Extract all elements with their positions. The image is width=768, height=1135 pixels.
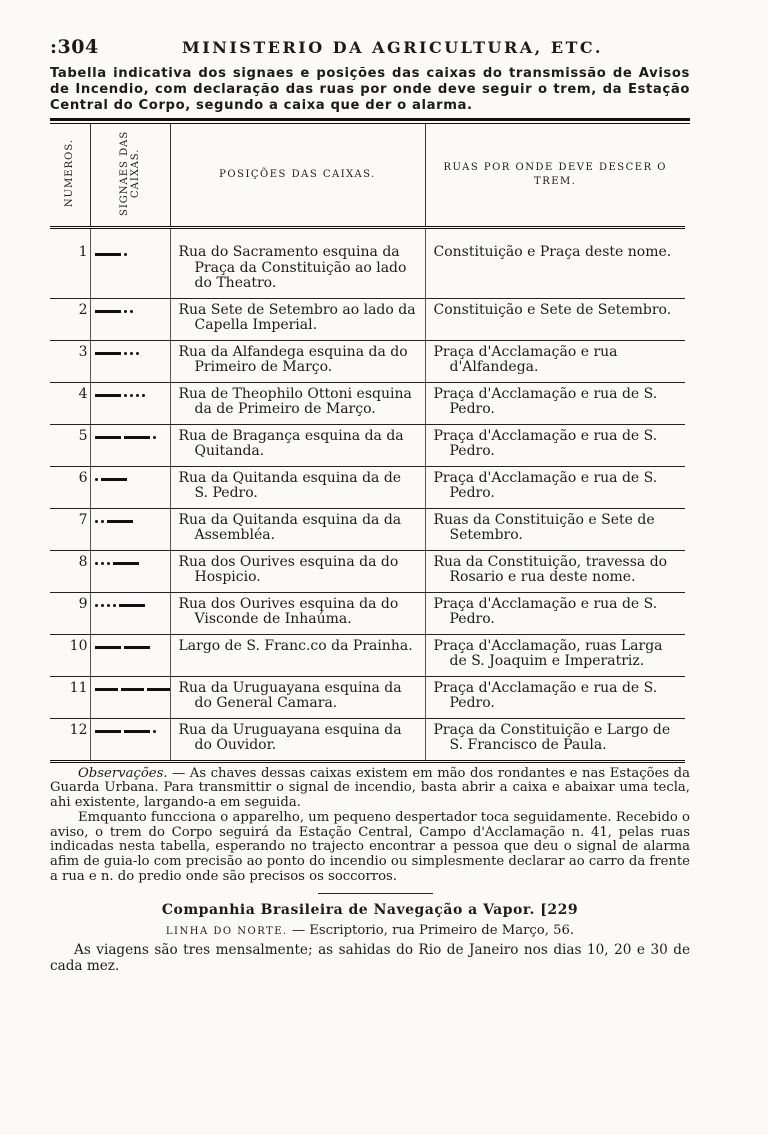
signal-pattern xyxy=(95,687,170,693)
route-text: Praça d'Acclamação e rua d'Alfandega. xyxy=(433,343,618,375)
position-text: Largo de S. Franc.co da Prainha. xyxy=(178,637,413,654)
row-route xyxy=(425,718,685,761)
signal-pattern xyxy=(95,645,170,651)
position-text: Rua do Sacramento esquina da Praça da Constituição ao lado do Theatro. xyxy=(178,244,407,291)
signal-pattern xyxy=(95,435,170,441)
signal-pattern xyxy=(95,477,170,483)
row-route xyxy=(425,340,685,382)
row-number: 5 xyxy=(50,424,90,466)
running-title: MINISTERIO DA AGRICULTURA, ETC. xyxy=(182,38,603,57)
table-header-row xyxy=(50,124,685,228)
row-position xyxy=(170,382,425,424)
position-text: Rua de Theophilo Ottoni esquina da de Primeiro de Março. xyxy=(178,385,412,417)
row-position xyxy=(170,298,425,340)
signal-dash xyxy=(119,604,145,607)
row-number: 9 xyxy=(50,592,90,634)
signal-dash xyxy=(107,520,133,523)
signal-dash xyxy=(101,478,127,481)
route-text: Praça d'Acclamação e rua de S. Pedro. xyxy=(433,385,658,417)
table-row xyxy=(50,466,685,508)
table-row xyxy=(50,228,685,299)
route-text: Rua da Constituição, travessa do Rosario e rua deste nome. xyxy=(433,553,668,585)
row-signal xyxy=(90,466,170,508)
row-number: 3 xyxy=(50,340,90,382)
position-text: Rua da Alfandega esquina da do Primeiro de Março. xyxy=(178,343,408,375)
row-route xyxy=(425,676,685,718)
row-position xyxy=(170,592,425,634)
table-row xyxy=(50,508,685,550)
row-signal xyxy=(90,718,170,761)
header-posicoes-label: POSIÇÕES DAS CAIXAS. xyxy=(219,169,376,180)
row-number: 6 xyxy=(50,466,90,508)
signal-dot xyxy=(95,562,98,565)
route-text: Praça d'Acclamação e rua de S. Pedro. xyxy=(433,595,658,627)
route-text: Praça d'Acclamação e rua de S. Pedro. xyxy=(433,469,658,501)
position-text: Rua da Quitanda esquina da de S. Pedro. xyxy=(178,469,402,501)
signal-dot xyxy=(113,604,116,607)
signal-dot xyxy=(130,310,133,313)
table-row xyxy=(50,382,685,424)
row-signal xyxy=(90,676,170,718)
signal-dot xyxy=(95,520,98,523)
route-text: Constituição e Sete de Setembro. xyxy=(433,301,672,318)
signal-dot xyxy=(107,562,110,565)
row-position xyxy=(170,634,425,676)
signal-dash xyxy=(95,310,121,313)
row-number: 12 xyxy=(50,718,90,761)
row-position xyxy=(170,718,425,761)
table-body xyxy=(50,228,685,762)
signal-pattern xyxy=(95,351,170,357)
company-line-text: — Escriptorio, rua Primeiro de Março, 56. xyxy=(287,922,575,938)
table-row xyxy=(50,424,685,466)
position-text: Rua da Uruguayana esquina da do Ouvidor. xyxy=(178,721,402,753)
signal-pattern xyxy=(95,519,170,525)
signal-dot xyxy=(124,394,127,397)
header-numeros-label: NUMEROS. xyxy=(64,138,76,208)
route-text: Praça da Constituição e Largo de S. Francisco de Paula. xyxy=(433,721,671,753)
signal-dash xyxy=(113,562,139,565)
row-signal xyxy=(90,298,170,340)
row-route xyxy=(425,634,685,676)
signal-dot xyxy=(101,604,104,607)
row-route xyxy=(425,382,685,424)
row-signal xyxy=(90,592,170,634)
row-position xyxy=(170,508,425,550)
header-posicoes xyxy=(170,124,425,228)
company-ref: [229 xyxy=(540,901,579,918)
table-row xyxy=(50,592,685,634)
row-signal xyxy=(90,634,170,676)
header-signaes xyxy=(90,124,170,228)
position-text: Rua da Quitanda esquina da da Assembléa. xyxy=(178,511,402,543)
signal-dash xyxy=(124,436,150,439)
table-caption: Tabella indicativa dos signaes e posições das caixas do transmissão de Avisos de Incendio, com declaração das ruas por onde deve seguir o trem, da Estação Central do Corpo, segundo a caixa que der o alarma. xyxy=(50,66,690,113)
row-signal xyxy=(90,550,170,592)
signal-dash xyxy=(95,394,121,397)
signal-dot xyxy=(101,562,104,565)
row-position xyxy=(170,466,425,508)
observations-text-1: — As chaves dessas caixas existem em mão dos rondantes e nas Estações da Guarda Urbana. Para transmittir o signal de incendio, basta abrir a caixa e abaixar uma tecla, ahi existente, largando-a em seguida. xyxy=(50,765,690,811)
route-text: Ruas da Constituição e Sete de Setembro. xyxy=(433,511,655,543)
signal-dash xyxy=(121,688,144,691)
route-text: Praça d'Acclamação e rua de S. Pedro. xyxy=(433,427,658,459)
signal-pattern xyxy=(95,729,170,735)
route-text: Praça d'Acclamação, ruas Larga de S. Joaquim e Imperatriz. xyxy=(433,637,663,669)
caption-rule xyxy=(50,118,690,121)
route-text: Praça d'Acclamação e rua de S. Pedro. xyxy=(433,679,658,711)
route-text: Constituição e Praça deste nome. xyxy=(433,244,672,260)
signal-dot xyxy=(136,394,139,397)
row-route xyxy=(425,424,685,466)
section-divider xyxy=(318,893,433,894)
table-row xyxy=(50,298,685,340)
row-route xyxy=(425,508,685,550)
signal-dot xyxy=(107,604,110,607)
company-line-label: LINHA DO NORTE. xyxy=(165,925,288,937)
row-number: 1 xyxy=(50,228,90,299)
position-text: Rua de Bragança esquina da da Quitanda. xyxy=(178,427,404,459)
running-head xyxy=(50,36,690,62)
row-signal xyxy=(90,228,170,299)
row-position xyxy=(170,676,425,718)
signal-dot xyxy=(130,394,133,397)
fire-alarm-table xyxy=(50,124,685,763)
header-numeros xyxy=(50,124,90,228)
company-heading xyxy=(50,902,690,918)
header-ruas-label: RUAS POR ONDE DEVE DESCER O TREM. xyxy=(443,162,668,187)
signal-dash xyxy=(95,436,121,439)
row-number: 10 xyxy=(50,634,90,676)
signal-dot xyxy=(153,730,156,733)
row-number: 11 xyxy=(50,676,90,718)
row-signal xyxy=(90,508,170,550)
signal-dot xyxy=(136,352,139,355)
row-number: 8 xyxy=(50,550,90,592)
signal-pattern xyxy=(95,561,170,567)
signal-dot xyxy=(130,352,133,355)
signal-dash xyxy=(95,646,121,649)
signal-dot xyxy=(101,520,104,523)
signal-dot xyxy=(124,253,127,256)
signal-pattern xyxy=(95,251,170,257)
signal-dash xyxy=(95,688,118,691)
row-route xyxy=(425,298,685,340)
signal-dot xyxy=(95,604,98,607)
row-number: 7 xyxy=(50,508,90,550)
signal-dash xyxy=(95,352,121,355)
row-route xyxy=(425,466,685,508)
signal-dot xyxy=(124,352,127,355)
header-signaes-label: SIGNAES DAS CAIXAS. xyxy=(119,130,141,216)
document-page xyxy=(50,36,690,987)
signal-pattern xyxy=(95,309,170,315)
signal-pattern xyxy=(95,603,170,609)
observations-paragraph-1 xyxy=(50,767,690,811)
row-position xyxy=(170,424,425,466)
row-position xyxy=(170,550,425,592)
signal-dash xyxy=(124,646,150,649)
header-ruas xyxy=(425,124,685,228)
position-text: Rua dos Ourives esquina da do Visconde de Inhaúma. xyxy=(178,595,399,627)
row-position xyxy=(170,340,425,382)
signal-dot xyxy=(142,394,145,397)
signal-dot xyxy=(124,310,127,313)
table-row xyxy=(50,634,685,676)
position-text: Rua Sete de Setembro ao lado da Capella Imperial. xyxy=(178,301,416,333)
position-text: Rua dos Ourives esquina da do Hospicio. xyxy=(178,553,399,585)
row-signal xyxy=(90,424,170,466)
signal-pattern xyxy=(95,393,170,399)
row-signal xyxy=(90,382,170,424)
company-voyages: As viagens são tres mensalmente; as sahidas do Rio de Janeiro nos dias 10, 20 e 30 de cada mez. xyxy=(50,941,690,974)
table-row xyxy=(50,718,685,761)
table-row xyxy=(50,550,685,592)
signal-dash xyxy=(124,730,150,733)
signal-dot xyxy=(153,436,156,439)
row-number: 4 xyxy=(50,382,90,424)
observations-label: Observações. xyxy=(78,765,168,781)
row-route xyxy=(425,592,685,634)
observations xyxy=(50,767,690,885)
row-route xyxy=(425,228,685,299)
signal-dash xyxy=(147,688,170,691)
company-line xyxy=(50,923,690,938)
row-number: 2 xyxy=(50,298,90,340)
signal-dash xyxy=(95,730,121,733)
position-text: Rua da Uruguayana esquina da do General Camara. xyxy=(178,679,402,711)
row-route xyxy=(425,550,685,592)
observations-paragraph-2: Emquanto funcciona o apparelho, um pequeno despertador toca seguidamente. Recebido o aviso, o trem do Corpo seguirá da Estação Central, Campo d'Acclamação n. 41, pelas ruas indicadas nesta tabella, esperando no trajecto encontrar a pessoa que deu o signal de alarma afim de guia-lo com precisão ao ponto do incendio ou simplesmente declarar ao carro da frente a rua e n. do predio onde são precisos os soccorros. xyxy=(50,809,690,885)
company-name: Companhia Brasileira de Navegação a Vapor. xyxy=(161,901,535,918)
signal-dash xyxy=(95,253,121,256)
row-position xyxy=(170,228,425,299)
page-number: :304 xyxy=(50,36,99,58)
table-row xyxy=(50,676,685,718)
signal-dot xyxy=(95,478,98,481)
table-row xyxy=(50,340,685,382)
row-signal xyxy=(90,340,170,382)
